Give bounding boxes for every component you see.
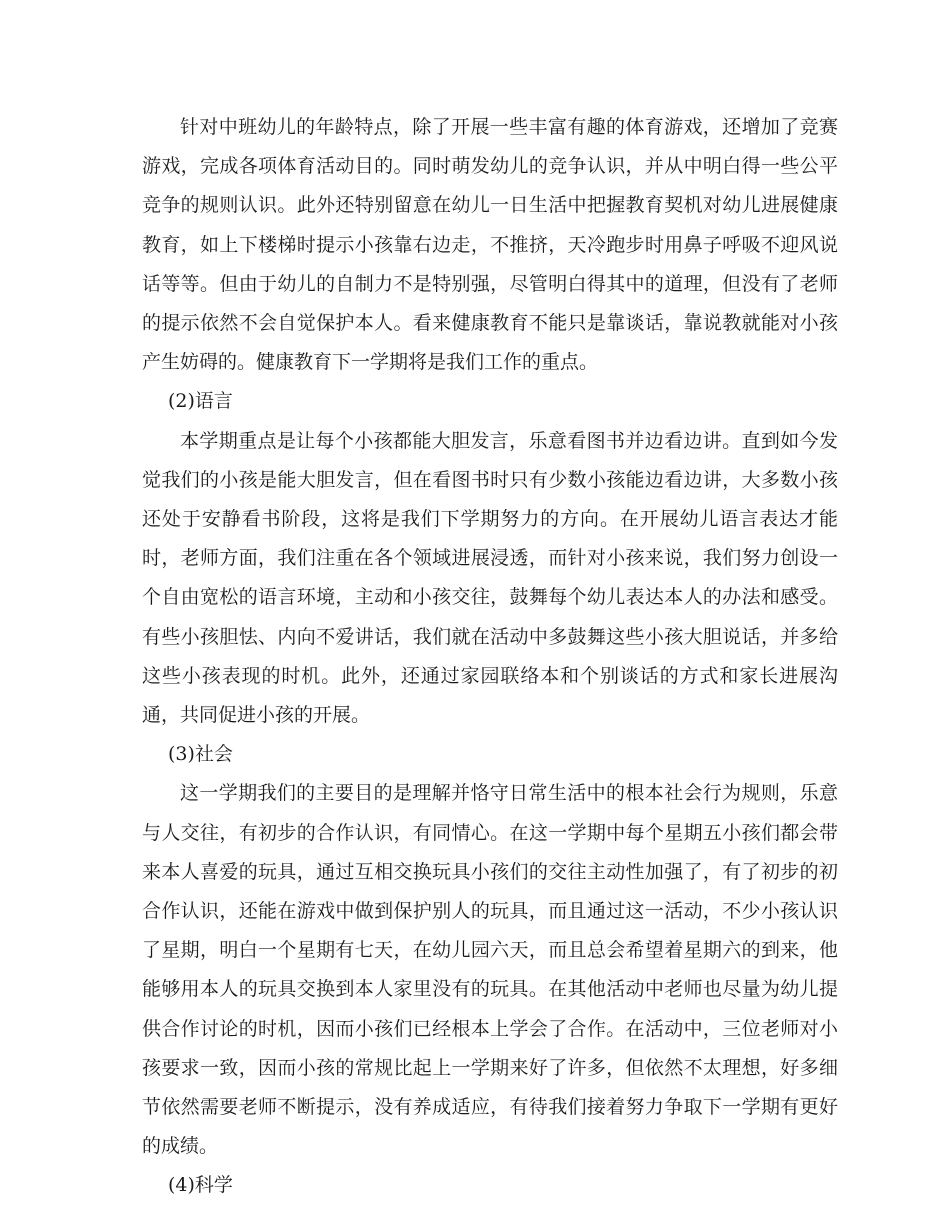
section-heading-society: (3)社会 xyxy=(168,743,233,766)
section-heading-science: (4)科学 xyxy=(168,1174,233,1197)
paragraph-health: 针对中班幼儿的年龄特点，除了开展一些丰富有趣的体育游戏，还增加了竞赛游戏，完成各项体育活动目的。同时萌发幼儿的竞争认识，并从中明白得一些公平竞争的规则认识。此外还特别留意在幼儿一日生活中把握教育契机对幼儿进展健康教育，如上下楼梯时提示小孩靠右边走，不推挤，天冷跑步时用鼻子呼吸不迎风说话等等。但由于幼儿的自制力不是特别强，尽管明白得其中的道理，但没有了老师的提示依然不会自觉保护本人。看来健康教育不能只是靠谈话，靠说教就能对小孩产生妨碍的。健康教育下一学期将是我们工作的重点。 xyxy=(142,116,838,374)
paragraph-language: 本学期重点是让每个小孩都能大胆发言，乐意看图书并边看边讲。直到如今发觉我们的小孩是能大胆发言，但在看图书时只有少数小孩能边看边讲，大多数小孩还处于安静看书阶段，这将是我们下学期努力的方向。在开展幼儿语言表达才能时，老师方面，我们注重在各个领域进展浸透，而针对小孩来说，我们努力创设一个自由宽松的语言环境，主动和小孩交往，鼓舞每个幼儿表达本人的办法和感受。有些小孩胆怯、内向不爱讲话，我们就在活动中多鼓舞这些小孩大胆说话，并多给这些小孩表现的时机。此外，还通过家园联络本和个别谈话的方式和家长进展沟通，共同促进小孩的开展。 xyxy=(142,429,838,727)
paragraph-society: 这一学期我们的主要目的是理解并恪守日常生活中的根本社会行为规则，乐意与人交往，有初步的合作认识，有同情心。在这一学期中每个星期五小孩们都会带来本人喜爱的玩具，通过互相交换玩具小孩们的交往主动性加强了，有了初步的初合作认识，还能在游戏中做到保护别人的玩具，而且通过这一活动，不少小孩认识了星期，明白一个星期有七天，在幼儿园六天，而且总会希望着星期六的到来，他能够用本人的玩具交换到本人家里没有的玩具。在其他活动中老师也尽量为幼儿提供合作讨论的时机，因而小孩们已经根本上学会了合作。在活动中，三位老师对小孩要求一致，因而小孩的常规比起上一学期来好了许多，但依然不太理想，好多细节依然需要老师不断提示，没有养成适应，有待我们接着努力争取下一学期有更好的成绩。 xyxy=(142,782,838,1158)
document-page xyxy=(142,108,838,1206)
section-heading-language: (2)语言 xyxy=(168,390,233,413)
